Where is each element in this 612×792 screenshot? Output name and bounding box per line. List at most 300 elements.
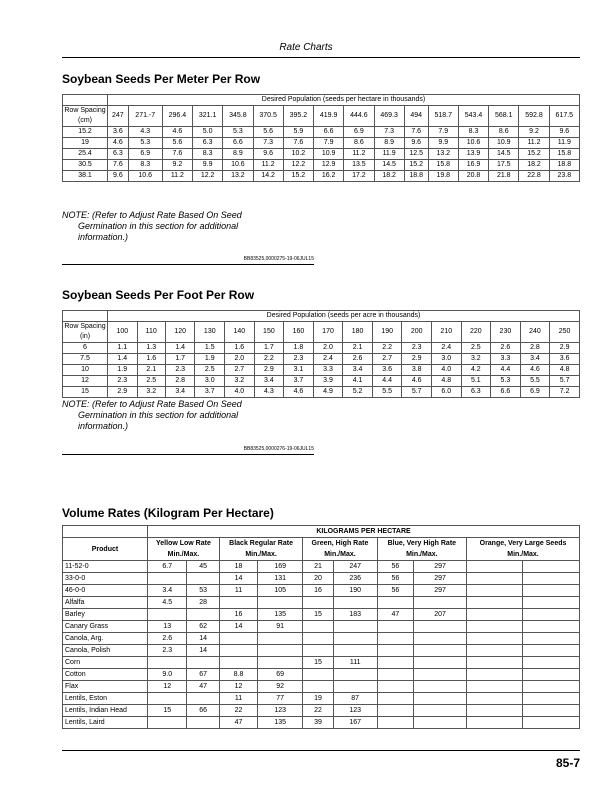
note-line: information.) bbox=[78, 232, 129, 242]
table-cell: 9.6 bbox=[404, 138, 428, 149]
table-cell: 3.6 bbox=[550, 354, 580, 365]
table-cell: 111 bbox=[333, 657, 377, 669]
table-cell bbox=[303, 621, 333, 633]
table-cell bbox=[377, 669, 414, 681]
table-cell bbox=[219, 645, 257, 657]
table-cell bbox=[333, 669, 377, 681]
table-cell: 4.0 bbox=[431, 365, 461, 376]
table-cell bbox=[377, 597, 414, 609]
table-cell bbox=[467, 573, 523, 585]
table-cell: 169 bbox=[258, 561, 303, 573]
population-group-header: Desired Population (seeds per hectare in thousands) bbox=[108, 95, 580, 106]
table-cell bbox=[523, 621, 580, 633]
population-column-header: 130 bbox=[195, 322, 225, 343]
table-cell: 8.9 bbox=[374, 138, 404, 149]
table-cell: 131 bbox=[258, 573, 303, 585]
table-row bbox=[63, 573, 580, 585]
table-cell: 3.7 bbox=[284, 376, 314, 387]
population-column-header: 200 bbox=[402, 322, 432, 343]
product-cell: Flax bbox=[63, 681, 148, 693]
table-cell bbox=[148, 573, 187, 585]
seeds-per-foot-table bbox=[62, 310, 580, 398]
table-cell bbox=[303, 633, 333, 645]
table-cell: 16.9 bbox=[458, 160, 488, 171]
table-cell bbox=[187, 717, 219, 729]
rate-minmax: Min./Max. bbox=[406, 551, 438, 558]
table-cell: 10.6 bbox=[223, 160, 253, 171]
table-cell: 11.2 bbox=[253, 160, 283, 171]
table-cell bbox=[187, 657, 219, 669]
table-cell: 4.5 bbox=[148, 597, 187, 609]
header-rule bbox=[62, 57, 580, 58]
table-cell: 56 bbox=[377, 561, 414, 573]
table-cell: 67 bbox=[187, 669, 219, 681]
population-column-header: 180 bbox=[343, 322, 373, 343]
table-cell: 16 bbox=[219, 609, 257, 621]
table-cell: 8.9 bbox=[223, 149, 253, 160]
corner-cell bbox=[63, 311, 108, 322]
table-cell bbox=[187, 693, 219, 705]
table-cell bbox=[414, 693, 467, 705]
table-cell bbox=[219, 633, 257, 645]
table-cell: 56 bbox=[377, 573, 414, 585]
table-cell: 14 bbox=[219, 573, 257, 585]
table-cell: 10.9 bbox=[489, 138, 519, 149]
population-column-header: 469.3 bbox=[374, 106, 404, 127]
table-cell: 5.7 bbox=[402, 387, 432, 398]
table-cell: 2.1 bbox=[137, 365, 165, 376]
table-cell bbox=[467, 633, 523, 645]
table-cell: 14.5 bbox=[374, 160, 404, 171]
table-cell bbox=[258, 645, 303, 657]
table-cell: 4.3 bbox=[128, 127, 162, 138]
table-cell bbox=[414, 633, 467, 645]
table-cell: 7.3 bbox=[374, 127, 404, 138]
volume-rates-table bbox=[62, 525, 580, 729]
rate-minmax: Min./Max. bbox=[245, 551, 277, 558]
table-cell: 69 bbox=[258, 669, 303, 681]
product-cell: Lentils, Eston bbox=[63, 693, 148, 705]
population-column-header: 518.7 bbox=[428, 106, 458, 127]
table-cell: 18.8 bbox=[549, 160, 579, 171]
table-cell: 10.6 bbox=[458, 138, 488, 149]
table-cell: 2.2 bbox=[254, 354, 284, 365]
table-cell: 123 bbox=[333, 705, 377, 717]
row-spacing-cell: 6 bbox=[63, 343, 108, 354]
population-column-header: 321.1 bbox=[193, 106, 223, 127]
table-cell: 77 bbox=[258, 693, 303, 705]
table-cell: 8.6 bbox=[489, 127, 519, 138]
table-cell: 2.3 bbox=[284, 354, 314, 365]
table-cell bbox=[414, 669, 467, 681]
table-cell: 2.7 bbox=[372, 354, 402, 365]
table-cell bbox=[377, 657, 414, 669]
note-line: Germination in this section for additional bbox=[78, 410, 239, 420]
product-cell: Canola, Polish bbox=[63, 645, 148, 657]
table-cell: 5.5 bbox=[372, 387, 402, 398]
table-cell: 28 bbox=[187, 597, 219, 609]
table-cell: 3.2 bbox=[225, 376, 255, 387]
table-cell bbox=[258, 597, 303, 609]
rate-name: Yellow Low Rate bbox=[156, 540, 211, 547]
table-cell: 6.3 bbox=[108, 149, 129, 160]
table-cell: 15 bbox=[303, 657, 333, 669]
table-cell bbox=[523, 693, 580, 705]
table-cell: 2.1 bbox=[343, 343, 373, 354]
table-cell bbox=[523, 573, 580, 585]
table-cell: 5.1 bbox=[461, 376, 491, 387]
table-cell: 3.7 bbox=[195, 387, 225, 398]
corner-cell bbox=[63, 526, 148, 538]
table-cell: 2.3 bbox=[148, 645, 187, 657]
table-cell: 62 bbox=[187, 621, 219, 633]
table-cell: 18.2 bbox=[374, 171, 404, 182]
table-cell: 6.3 bbox=[193, 138, 223, 149]
table-cell bbox=[148, 717, 187, 729]
table-cell bbox=[523, 717, 580, 729]
table-cell: 15.2 bbox=[283, 171, 313, 182]
table-cell bbox=[333, 597, 377, 609]
rate-name: Orange, Very Large Seeds bbox=[479, 540, 567, 547]
table-cell: 11.2 bbox=[344, 149, 374, 160]
table-cell bbox=[523, 705, 580, 717]
table-cell: 4.6 bbox=[162, 127, 192, 138]
table-cell bbox=[523, 585, 580, 597]
table-cell bbox=[414, 621, 467, 633]
table-cell: 3.4 bbox=[254, 376, 284, 387]
table-cell bbox=[303, 645, 333, 657]
table-row bbox=[63, 609, 580, 621]
table-cell bbox=[414, 681, 467, 693]
table-cell: 12.9 bbox=[314, 160, 344, 171]
reference-rule bbox=[62, 264, 314, 265]
corner-cell bbox=[63, 95, 108, 106]
table-cell: 4.6 bbox=[402, 376, 432, 387]
product-cell: Lentils, Laird bbox=[63, 717, 148, 729]
product-cell: Lentils, Indian Head bbox=[63, 705, 148, 717]
table-cell bbox=[187, 609, 219, 621]
product-cell: 33-0-0 bbox=[63, 573, 148, 585]
table-cell bbox=[333, 645, 377, 657]
population-column-header: 419.9 bbox=[314, 106, 344, 127]
table-cell: 15 bbox=[303, 609, 333, 621]
population-column-header: 543.4 bbox=[458, 106, 488, 127]
table-cell: 12 bbox=[219, 681, 257, 693]
table-cell: 6.6 bbox=[491, 387, 521, 398]
footer-rule bbox=[62, 750, 580, 751]
table-cell: 47 bbox=[377, 609, 414, 621]
population-column-header: 210 bbox=[431, 322, 461, 343]
population-column-header: 617.5 bbox=[549, 106, 579, 127]
product-cell: 46-0-0 bbox=[63, 585, 148, 597]
table-cell: 9.9 bbox=[193, 160, 223, 171]
table-cell: 9.6 bbox=[108, 171, 129, 182]
seeds-per-meter-table bbox=[62, 94, 580, 182]
table-cell: 3.6 bbox=[108, 127, 129, 138]
table-cell: 297 bbox=[414, 573, 467, 585]
product-cell: Canary Grass bbox=[63, 621, 148, 633]
population-column-header: 240 bbox=[520, 322, 550, 343]
table-cell bbox=[523, 597, 580, 609]
table-row bbox=[63, 597, 580, 609]
table-cell: 16.2 bbox=[314, 171, 344, 182]
table-cell bbox=[219, 597, 257, 609]
table-cell: 4.1 bbox=[343, 376, 373, 387]
table-cell: 8.3 bbox=[193, 149, 223, 160]
section-title-volume-rates: Volume Rates (Kilogram Per Hectare) bbox=[62, 506, 274, 520]
table-cell: 2.6 bbox=[343, 354, 373, 365]
table-cell: 15.8 bbox=[428, 160, 458, 171]
table-cell: 47 bbox=[219, 717, 257, 729]
table-cell bbox=[523, 669, 580, 681]
table-cell bbox=[467, 645, 523, 657]
section-title-seeds-per-meter: Soybean Seeds Per Meter Per Row bbox=[62, 72, 261, 86]
table-cell: 8.3 bbox=[128, 160, 162, 171]
table-row bbox=[63, 138, 580, 149]
table-cell: 15 bbox=[148, 705, 187, 717]
table-cell bbox=[333, 621, 377, 633]
note-line: NOTE: (Refer to Adjust Rate Based On Seed bbox=[62, 210, 242, 220]
table-cell: 9.2 bbox=[519, 127, 549, 138]
table-cell: 13.2 bbox=[223, 171, 253, 182]
table-cell: 8.3 bbox=[458, 127, 488, 138]
table-cell: 3.0 bbox=[431, 354, 461, 365]
population-column-header: 220 bbox=[461, 322, 491, 343]
population-column-header: 230 bbox=[491, 322, 521, 343]
table-cell: 3.3 bbox=[491, 354, 521, 365]
product-cell: Cotton bbox=[63, 669, 148, 681]
table-cell: 16 bbox=[303, 585, 333, 597]
table-cell bbox=[467, 609, 523, 621]
table-row bbox=[63, 717, 580, 729]
table-cell: 7.6 bbox=[108, 160, 129, 171]
table-cell: 13.2 bbox=[428, 149, 458, 160]
table-cell: 13.5 bbox=[344, 160, 374, 171]
row-spacing-header: Row Spacing (in) bbox=[63, 322, 108, 343]
table-cell: 21.8 bbox=[489, 171, 519, 182]
population-column-header: 140 bbox=[225, 322, 255, 343]
table-cell bbox=[467, 681, 523, 693]
table-row bbox=[63, 621, 580, 633]
note-line: Germination in this section for additional bbox=[78, 221, 239, 231]
table-cell: 7.9 bbox=[428, 127, 458, 138]
table-cell: 5.3 bbox=[223, 127, 253, 138]
product-header: Product bbox=[63, 538, 148, 561]
table-cell: 2.3 bbox=[402, 343, 432, 354]
table-cell bbox=[303, 597, 333, 609]
table-cell bbox=[523, 609, 580, 621]
note-line: NOTE: (Refer to Adjust Rate Based On Seed bbox=[62, 399, 242, 409]
table-row bbox=[63, 669, 580, 681]
table-cell: 2.2 bbox=[372, 343, 402, 354]
table-cell: 1.7 bbox=[165, 354, 195, 365]
table-cell: 207 bbox=[414, 609, 467, 621]
table-row bbox=[63, 160, 580, 171]
population-column-header: 170 bbox=[313, 322, 343, 343]
table-cell: 9.9 bbox=[428, 138, 458, 149]
table-cell: 8.8 bbox=[219, 669, 257, 681]
table-cell: 14 bbox=[219, 621, 257, 633]
table-cell: 2.5 bbox=[461, 343, 491, 354]
table-cell: 20 bbox=[303, 573, 333, 585]
table-row bbox=[63, 149, 580, 160]
table-cell: 2.9 bbox=[550, 343, 580, 354]
population-column-header: 150 bbox=[254, 322, 284, 343]
population-column-header: 592.8 bbox=[519, 106, 549, 127]
table-cell: 236 bbox=[333, 573, 377, 585]
table-cell: 3.4 bbox=[520, 354, 550, 365]
table-cell: 39 bbox=[303, 717, 333, 729]
table-cell: 4.8 bbox=[431, 376, 461, 387]
table-cell: 6.3 bbox=[461, 387, 491, 398]
table-cell: 190 bbox=[333, 585, 377, 597]
table-cell: 22 bbox=[219, 705, 257, 717]
table-row bbox=[63, 633, 580, 645]
rate-minmax: Min./Max. bbox=[167, 551, 200, 558]
table-cell: 4.6 bbox=[284, 387, 314, 398]
table-cell bbox=[377, 717, 414, 729]
table-row bbox=[63, 561, 580, 573]
table-cell: 1.4 bbox=[108, 354, 138, 365]
table-cell: 6.9 bbox=[128, 149, 162, 160]
table-cell: 2.7 bbox=[225, 365, 255, 376]
table-cell: 1.6 bbox=[137, 354, 165, 365]
table-cell: 3.8 bbox=[402, 365, 432, 376]
table-cell: 2.9 bbox=[402, 354, 432, 365]
table-cell: 12 bbox=[148, 681, 187, 693]
row-spacing-header: Row Spacing (cm) bbox=[63, 106, 108, 127]
table-cell: 87 bbox=[333, 693, 377, 705]
table-cell bbox=[467, 717, 523, 729]
table-cell: 6.0 bbox=[431, 387, 461, 398]
table-cell: 13 bbox=[148, 621, 187, 633]
table-cell: 2.5 bbox=[195, 365, 225, 376]
table-cell: 2.8 bbox=[520, 343, 550, 354]
table-cell bbox=[414, 705, 467, 717]
table-cell: 5.6 bbox=[253, 127, 283, 138]
table-cell bbox=[467, 657, 523, 669]
table-cell: 22 bbox=[303, 705, 333, 717]
table-cell bbox=[467, 597, 523, 609]
table-cell: 6.9 bbox=[344, 127, 374, 138]
table-cell: 4.6 bbox=[108, 138, 129, 149]
table-cell: 2.0 bbox=[313, 343, 343, 354]
table-cell: 2.0 bbox=[225, 354, 255, 365]
table-cell: 4.9 bbox=[313, 387, 343, 398]
table-cell bbox=[523, 681, 580, 693]
table-row bbox=[63, 171, 580, 182]
table-cell bbox=[523, 633, 580, 645]
table-cell: 297 bbox=[414, 585, 467, 597]
table-row bbox=[63, 645, 580, 657]
table-cell bbox=[303, 681, 333, 693]
population-column-header: 190 bbox=[372, 322, 402, 343]
table-row bbox=[63, 343, 580, 354]
table-row bbox=[63, 127, 580, 138]
table-cell: 5.2 bbox=[343, 387, 373, 398]
table-cell bbox=[377, 621, 414, 633]
table-cell: 5.5 bbox=[520, 376, 550, 387]
table-cell: 4.3 bbox=[254, 387, 284, 398]
population-column-header: 345.8 bbox=[223, 106, 253, 127]
table-cell: 3.2 bbox=[137, 387, 165, 398]
population-column-header: 271.-7 bbox=[128, 106, 162, 127]
table-cell: 5.7 bbox=[550, 376, 580, 387]
table-cell: 183 bbox=[333, 609, 377, 621]
table-cell: 11 bbox=[219, 585, 257, 597]
table-cell: 6.6 bbox=[223, 138, 253, 149]
rate-name: Green, High Rate bbox=[311, 540, 369, 547]
row-spacing-cell: 30.5 bbox=[63, 160, 108, 171]
table-cell bbox=[148, 657, 187, 669]
table-cell bbox=[187, 573, 219, 585]
table-cell bbox=[467, 585, 523, 597]
table-cell bbox=[377, 633, 414, 645]
table-cell bbox=[148, 693, 187, 705]
table-row bbox=[63, 376, 580, 387]
table-cell: 47 bbox=[187, 681, 219, 693]
table-cell: 9.6 bbox=[253, 149, 283, 160]
table-cell: 135 bbox=[258, 609, 303, 621]
table-row bbox=[63, 387, 580, 398]
table-cell bbox=[414, 657, 467, 669]
table-cell: 5.0 bbox=[193, 127, 223, 138]
population-column-header: 494 bbox=[404, 106, 428, 127]
table-cell: 11.2 bbox=[162, 171, 192, 182]
product-cell: Canola, Arg. bbox=[63, 633, 148, 645]
table-cell: 3.2 bbox=[461, 354, 491, 365]
population-column-header: 370.5 bbox=[253, 106, 283, 127]
table-cell bbox=[148, 609, 187, 621]
table-cell: 10.2 bbox=[283, 149, 313, 160]
table-cell: 105 bbox=[258, 585, 303, 597]
table-cell: 3.4 bbox=[165, 387, 195, 398]
table-cell: 1.1 bbox=[108, 343, 138, 354]
table-row bbox=[63, 585, 580, 597]
germination-note bbox=[62, 399, 242, 432]
row-spacing-cell: 7.5 bbox=[63, 354, 108, 365]
table-row bbox=[63, 657, 580, 669]
rate-name: Blue, Very High Rate bbox=[387, 540, 457, 547]
table-cell: 7.3 bbox=[253, 138, 283, 149]
population-column-header: 110 bbox=[137, 322, 165, 343]
row-spacing-cell: 38.1 bbox=[63, 171, 108, 182]
table-cell: 1.6 bbox=[225, 343, 255, 354]
table-row bbox=[63, 354, 580, 365]
product-cell: 11-52-0 bbox=[63, 561, 148, 573]
table-cell: 3.6 bbox=[372, 365, 402, 376]
table-cell: 10.6 bbox=[128, 171, 162, 182]
table-cell: 7.6 bbox=[283, 138, 313, 149]
rate-minmax: Min./Max. bbox=[324, 551, 356, 558]
table-cell: 45 bbox=[187, 561, 219, 573]
product-cell: Alfalfa bbox=[63, 597, 148, 609]
table-cell: 4.2 bbox=[461, 365, 491, 376]
population-group-header: Desired Population (seeds per acre in thousands) bbox=[108, 311, 580, 322]
table-row bbox=[63, 705, 580, 717]
table-cell: 7.6 bbox=[162, 149, 192, 160]
table-cell bbox=[414, 717, 467, 729]
table-cell: 9.6 bbox=[549, 127, 579, 138]
table-cell: 15.2 bbox=[404, 160, 428, 171]
table-cell: 1.3 bbox=[137, 343, 165, 354]
table-cell: 2.9 bbox=[108, 387, 138, 398]
row-spacing-cell: 15.2 bbox=[63, 127, 108, 138]
table-cell: 1.9 bbox=[108, 365, 138, 376]
table-cell: 11.2 bbox=[519, 138, 549, 149]
table-row bbox=[63, 365, 580, 376]
table-cell: 4.4 bbox=[491, 365, 521, 376]
